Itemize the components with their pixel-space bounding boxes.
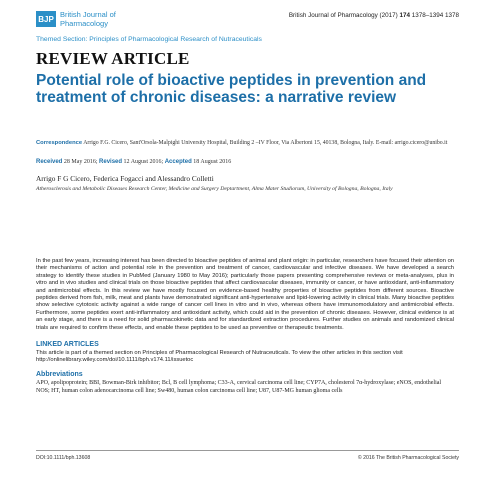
journal-name-line1: British Journal of xyxy=(60,10,116,19)
journal-name-line2: Pharmacology xyxy=(60,19,108,28)
article-type: REVIEW ARTICLE xyxy=(36,49,190,68)
accepted-label: Accepted xyxy=(164,159,192,165)
citation-suffix: 1378–1394 1378 xyxy=(409,12,459,19)
journal-logo xyxy=(36,11,56,27)
doi[interactable]: DOI:10.1111/bph.13608 xyxy=(36,455,91,461)
themed-section[interactable]: Themed Section: Principles of Pharmacological Research of Nutraceuticals xyxy=(36,36,262,43)
logo-text: BJP xyxy=(38,14,54,24)
citation-prefix: British Journal of Pharmacology (2017) xyxy=(288,12,400,19)
copyright: © 2016 The British Pharmacological Society xyxy=(357,455,459,461)
received-label: Received xyxy=(36,159,63,165)
linked-articles-heading: LINKED ARTICLES xyxy=(36,341,99,348)
abbreviations-heading: Abbreviations xyxy=(36,371,83,378)
authors: Arrigo F G Cicero, Federica Fogacci and Alessandro Colletti xyxy=(36,174,214,183)
article-title: Potential role of bioactive peptides in prevention and treatment of chronic diseases: a narrative review xyxy=(36,72,427,106)
abstract: In the past few years, increasing interest has been directed to bioactive peptides of animal and plant origin: in particular, researchers have focused their attention on their mechanisms of action and potential role in the prevention and treatment of cancer, cardiovascular and infective diseases. We have developed a search strategy to identify these studies in PubMed (January 1980 to May 2016); particularly those papers presenting comprehensive reviews or meta-analyses, plus in vitro and in vivo studies and clinical trials on those bioactive peptides that affect cardiovascular diseases, immunity or cancer, or have antioxidant, anti-inflammatory and antimicrobial effects. In this review we have mostly focused on evidence-based healthy properties of bioactive peptides from different sources. Bioactive peptides derived from fish, milk, meat and plants have demonstrated significant anti-hypertensive and lipid-lowering activity in clinical trials. Many bioactive peptides show selective cytotoxic activity against a wide range of cancer cell lines in vitro and in vivo, whereas others have immunomodulatory and antimicrobial effects. Furthermore, some peptides exert anti-inflammatory and antioxidant activity, which could aid in the prevention of chronic diseases. However, clinical evidence is at an early stage, and there is a need for solid pharmacokinetic data and for standardized extraction procedures. Further studies on animals and randomized clinical trials are required to confirm these effects, and enable these peptides to be used as preventive or therapeutic treatments. xyxy=(36,258,454,331)
citation-volume: 174 xyxy=(399,12,410,19)
footer-divider xyxy=(36,450,459,451)
affiliation: Atherosclerosis and Metabolic Diseases Research Center, Medicine and Surgery Deptartment, Alma Mater Studiorum, University of Bologna, Bologna, Italy xyxy=(36,186,393,192)
abbreviations-text: APO, apolipoprotein; BBI, Bowman-Birk inhibitor; Bcl, B cell lymphoma; C33-A, cervical carcinoma cell line; CYP7A, cholesterol 7α-hydroxylase; eNOS, endothelial NOS; HT, human colon adenocarcinoma cell line; Sw480, human colon carcinoma cell line; U87, U87-MG human glioma cells xyxy=(36,380,442,394)
linked-articles-text[interactable]: This article is part of a themed section on Principles of Pharmacological Research of Nutraceuticals. To view the other articles in this section visit http://onlinelibrary.wiley.com/doi/10.1111/bph.v174.11/issuetoc xyxy=(36,350,403,364)
revised-date: 12 August 2016; xyxy=(122,159,165,165)
journal-name xyxy=(60,10,180,28)
correspondence-label: Correspondence xyxy=(36,140,83,146)
received-date: 28 May 2016; xyxy=(62,159,100,165)
correspondence-text: Arrigo F.G. Cicero, Sant'Orsola-Malpighi University Hospital, Building 2 –IV Floor, Via Albertoni 15, 40138, Bologna, Italy. E-mail: arrigo.cicero@unibo.it xyxy=(82,140,448,146)
journal-citation xyxy=(289,12,459,19)
accepted-date: 18 August 2016 xyxy=(191,159,232,165)
correspondence xyxy=(36,140,466,148)
revised-label: Revised xyxy=(99,159,123,165)
article-dates xyxy=(36,159,231,165)
